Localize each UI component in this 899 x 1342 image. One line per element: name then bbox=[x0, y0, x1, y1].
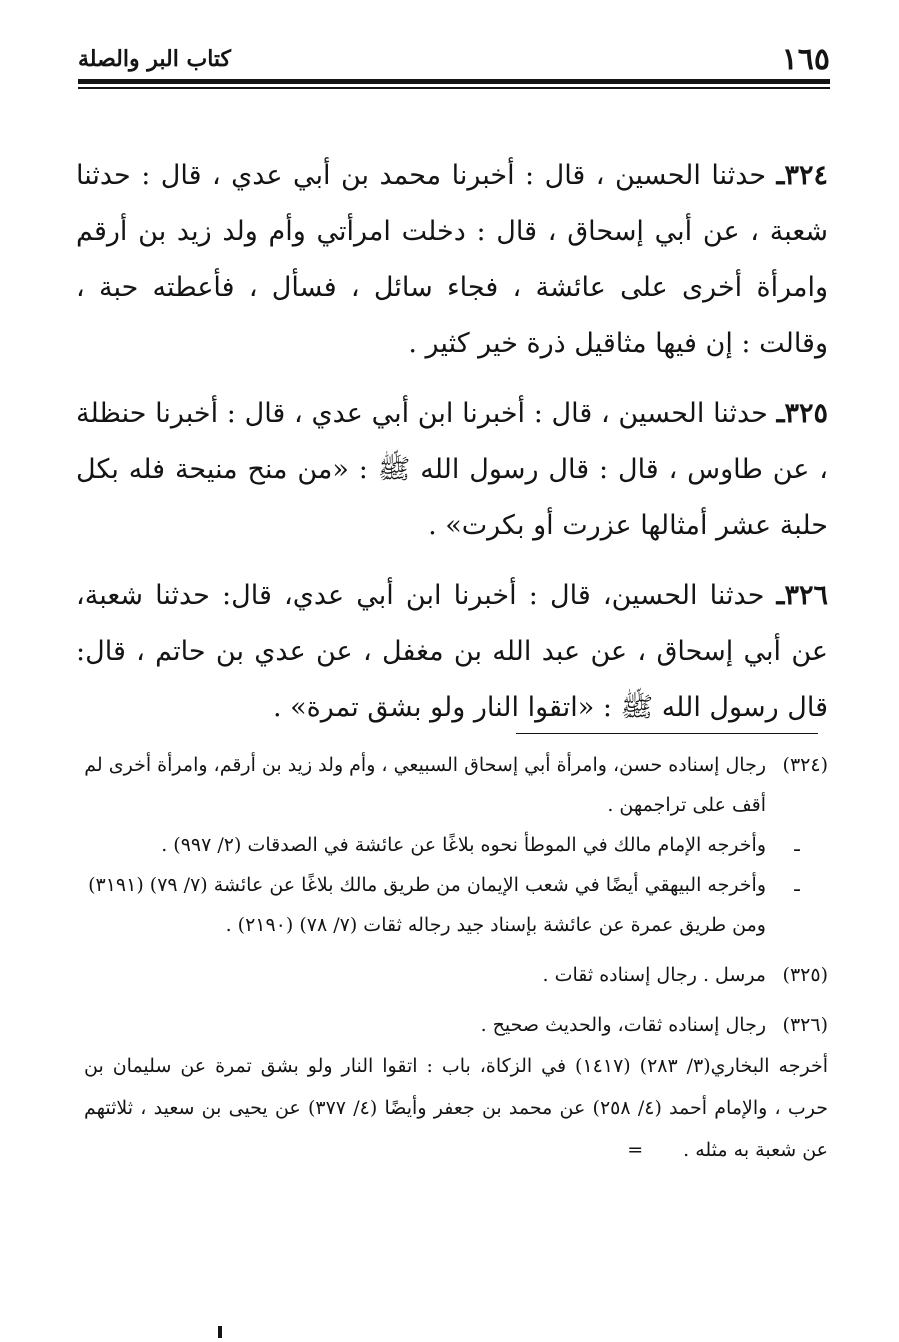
hadith-324 bbox=[76, 148, 828, 372]
hadith-number: ٣٢٤ـ bbox=[776, 160, 828, 191]
footnote-key: (٣٢٦) bbox=[782, 1014, 828, 1036]
hadith-325 bbox=[76, 386, 828, 554]
running-title: كتاب البر والصلة bbox=[78, 46, 232, 72]
hadith-text: حدثنا الحسين ، قال : أخبرنا محمد بن أبي عدي ، قال : حدثنا شعبة ، عن أبي إسحاق ، قال : دخلت امرأتي وأم ولد زيد بن أرقم وامرأة أخرى على عائشة ، فجاء سائل ، فسأل ، فأعطته حبة ، وقالت : إن فيها مثاقيل ذرة خير كثير . bbox=[76, 160, 828, 359]
hadith-number: ٣٢٦ـ bbox=[776, 580, 828, 611]
footnote-text: رجال إسناده حسن، وامرأة أبي إسحاق السبيعي ، وأم ولد زيد بن أرقم، وامرأة أخرى لم أقف على تراجمهن . bbox=[84, 754, 766, 816]
footnote-key: (٣٢٤) bbox=[782, 754, 828, 776]
hadith-text: حدثنا الحسين ، قال : أخبرنا ابن أبي عدي ، قال : أخبرنا حنظلة ، عن طاوس ، قال : قال رسول الله ﷺ : «من منح منيحة فله بكل حلبة عشر أمثالها عزرت أو بكرت» . bbox=[76, 398, 828, 541]
footnote-separator bbox=[516, 733, 818, 734]
hadith-number: ٣٢٥ـ bbox=[776, 398, 828, 429]
continue-mark: = bbox=[627, 1139, 644, 1161]
footnote-key: (٣٢٥) bbox=[782, 964, 828, 986]
page-number: ١٦٥ bbox=[781, 42, 830, 77]
footnote-text: مرسل . رجال إسناده ثقات . bbox=[542, 964, 766, 986]
hadith-text: حدثنا الحسين، قال : أخبرنا ابن أبي عدي، قال: حدثنا شعبة، عن أبي إسحاق ، عن عبد الله بن مغفل ، عن عدي بن حاتم ، قال: قال رسول الله ﷺ : «اتقوا النار ولو بشق تمرة» . bbox=[76, 580, 828, 723]
main-text bbox=[76, 148, 828, 750]
bullet-mark: ـ bbox=[794, 834, 800, 856]
footnote-324 bbox=[84, 745, 828, 825]
spacer bbox=[84, 995, 828, 1005]
page-header bbox=[78, 40, 830, 76]
footnote-325 bbox=[84, 955, 828, 995]
footnote-326-continuation bbox=[84, 1045, 828, 1171]
bullet-mark: ـ bbox=[794, 874, 800, 896]
footnotes bbox=[84, 745, 828, 1171]
bottom-print-mark bbox=[218, 1326, 222, 1338]
footnote-326 bbox=[84, 1005, 828, 1045]
header-rule-thick bbox=[78, 79, 830, 84]
footnote-324-bullet-2 bbox=[84, 865, 828, 945]
continuation-text: أخرجه البخاري(٣/ ٢٨٣) (١٤١٧) في الزكاة، باب : اتقوا النار ولو بشق تمرة عن سليمان بن حرب ، والإمام أحمد (٤/ ٢٥٨) عن محمد بن جعفر وأيضًا (٤/ ٣٧٧) عن يحيى بن سعيد ، ثلاثتهم عن شعبة به مثله . bbox=[84, 1055, 828, 1161]
footnote-324-bullet-1 bbox=[84, 825, 828, 865]
header-rule-thin bbox=[78, 87, 830, 89]
footnote-text: رجال إسناده ثقات، والحديث صحيح . bbox=[480, 1014, 766, 1036]
bullet-text: وأخرجه الإمام مالك في الموطأ نحوه بلاغًا عن عائشة في الصدقات (٢/ ٩٩٧) . bbox=[161, 834, 766, 856]
spacer bbox=[84, 945, 828, 955]
bullet-text: وأخرجه البيهقي أيضًا في شعب الإيمان من طريق مالك بلاغًا عن عائشة (٧/ ٧٩) (٣١٩١) ومن طريق عمرة عن عائشة بإسناد جيد رجاله ثقات (٧/ ٧٨) (٢١٩٠) . bbox=[88, 874, 766, 936]
hadith-326 bbox=[76, 568, 828, 736]
